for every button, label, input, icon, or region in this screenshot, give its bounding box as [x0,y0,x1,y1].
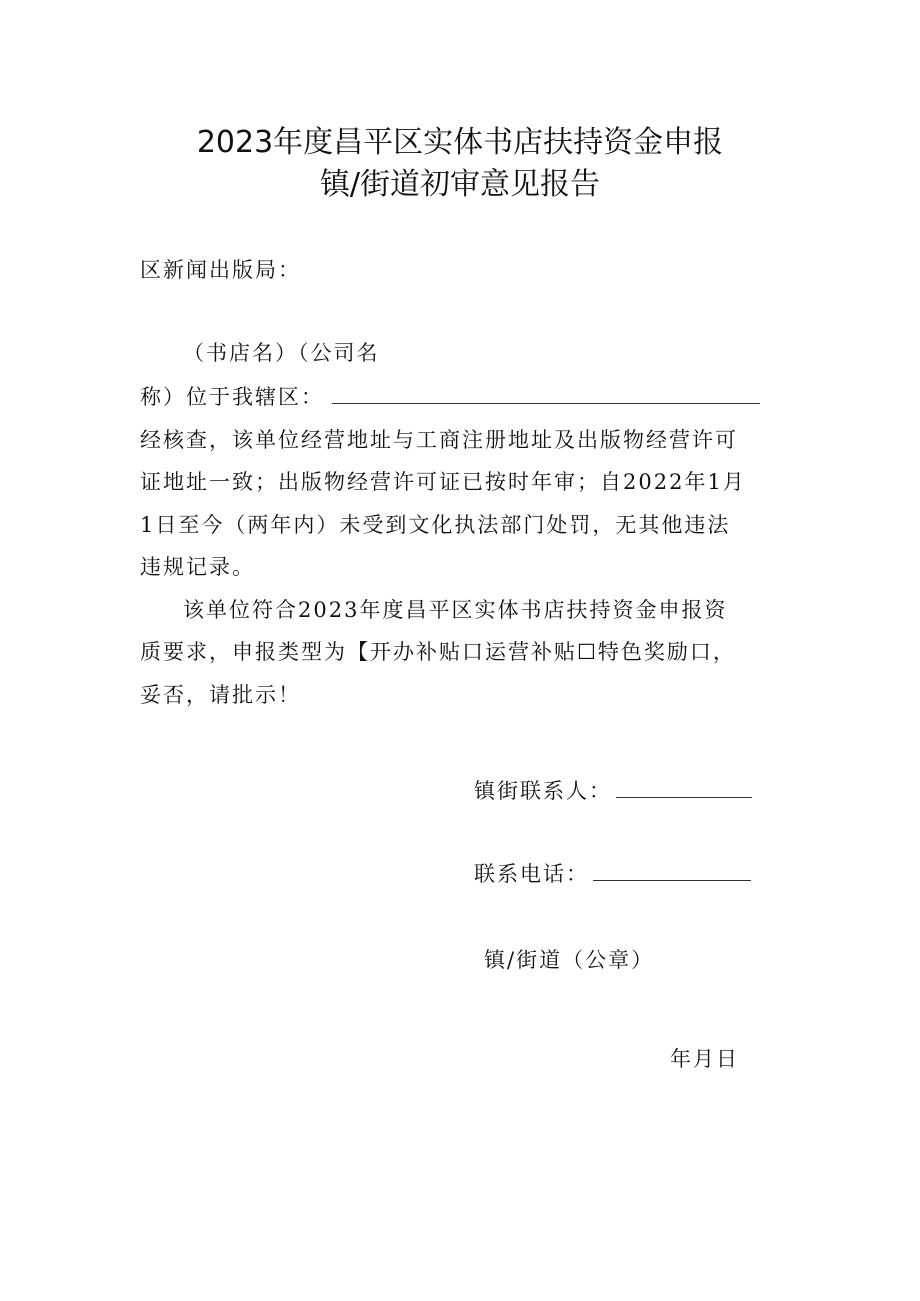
location-blank [332,383,760,404]
document-title-line1: 2023年度昌平区实体书店扶持资金申报 [196,125,724,160]
phone-row [474,858,751,888]
addressee: 区新闻出版局： [140,258,301,282]
body-line-2-text: 称）位于我辖区： [140,385,324,409]
phone-blank [593,862,751,881]
seal-label: 镇/街道（公章） [484,948,655,972]
contact-person-row [474,775,752,805]
body-line-4: 证地址一致；出版物经营许可证已按时年审；自2022年1月 [140,470,746,494]
body-line-8: 质要求，申报类型为【开办补贴口运营补贴☐特色奖励口， [140,640,736,664]
document-title-line2: 镇/街道初审意见报告 [319,167,601,202]
contact-person-label: 镇街联系人： [474,779,612,803]
body-line-5: 1日至今（两年内）未受到文化执法部门处罚，无其他违法 [140,513,731,537]
body-line-3: 经核查，该单位经营地址与工商注册地址及出版物经营许可 [140,428,738,452]
phone-label: 联系电话： [474,862,589,886]
body-line-1: （书店名）（公司名 [183,341,380,365]
contact-person-blank [616,779,752,798]
body-line-6: 违规记录。 [140,555,255,579]
body-line-7: 该单位符合2023年度昌平区实体书店扶持资金申报资 [183,598,728,622]
date-label: 年月日 [670,1047,739,1071]
body-line-9: 妥否，请批示！ [140,683,301,707]
body-line-2 [140,381,760,411]
